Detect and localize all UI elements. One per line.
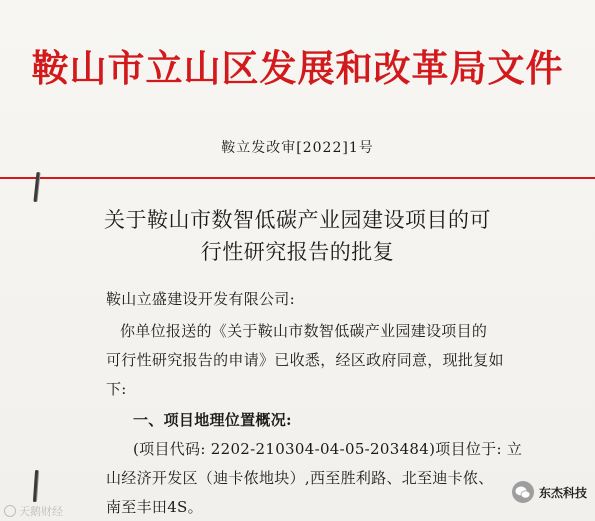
paragraph2-line-1: (项目代码: 2202-210304-04-05-203484)项目位于: 立 xyxy=(133,440,523,458)
paragraph2-line-3: 南至丰田4S。 xyxy=(106,498,203,516)
watermark-right-text: 东杰科技 xyxy=(538,485,587,500)
watermark-left-text: 天鹅财经 xyxy=(19,505,63,518)
wechat-icon xyxy=(512,481,534,503)
watermark-right xyxy=(512,481,587,503)
paragraph1-line-2: 可行性研究报告的申请》已收悉，经区政府同意，现批复如 xyxy=(106,351,504,369)
watermark-left xyxy=(4,503,63,519)
paragraph1-line-3: 下: xyxy=(106,380,127,398)
paragraph2-line-2: 山经济开发区（迪卡侬地块）,西至胜利路、北至迪卡侬、 xyxy=(106,469,494,487)
section1-heading: 一、项目地理位置概况: xyxy=(133,411,292,429)
addressee: 鞍山立盛建设开发有限公司: xyxy=(106,290,295,308)
document-number: 鞍立发改审[2022]1号 xyxy=(221,140,374,156)
document-title-line-1: 关于鞍山市数智低碳产业园建设项目的可 xyxy=(104,208,491,232)
staple-bottom xyxy=(33,470,38,502)
document-title-line-2: 行性研究报告的批复 xyxy=(200,240,395,264)
watermark-logo-icon xyxy=(4,505,16,517)
header-title: 鞍山市立山区发展和改革局文件 xyxy=(31,46,564,90)
paragraph1-line-1: 你单位报送的《关于鞍山市数智低碳产业园建设项目的 xyxy=(120,322,488,340)
red-divider-rule xyxy=(0,177,595,179)
